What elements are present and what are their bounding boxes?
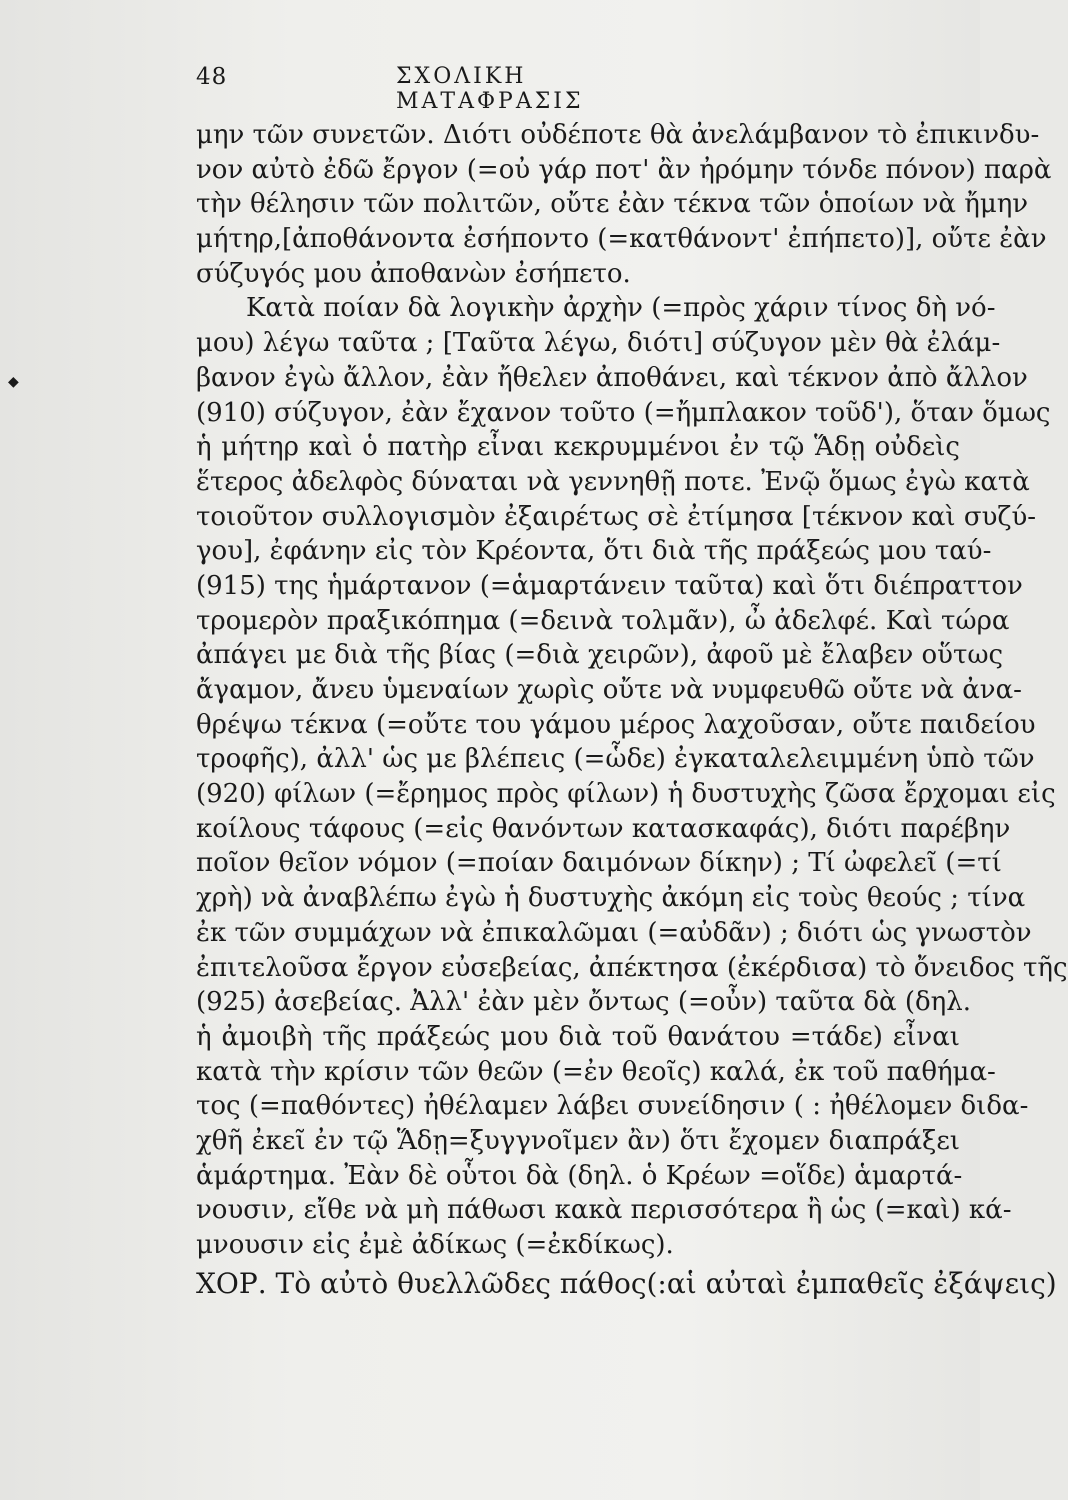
text-line: ποῖον θεῖον νόμον (=ποίαν δαιμόνων δίκην) ; Τί ὠφελεῖ (=τί — [196, 848, 1002, 879]
text-line: χρὴ) νὰ ἀναβλέπω ἐγὼ ἡ δυστυχὴς ἀκόμη εἰς τοὺς θεούς ; τίνα — [196, 883, 1026, 914]
text-line: σύζυγός μου ἀποθανὼν ἐσήπετο. — [196, 258, 631, 289]
text-line: (915) της ἡμάρτανον (=ἁμαρτάνειν ταῦτα) καὶ ὅτι διέπραττον — [196, 570, 1023, 601]
text-line: ἡ μήτηρ καὶ ὁ πατὴρ εἶναι κεκρυμμένοι ἐν τῷ Ἅδῃ οὐδεὶς — [196, 432, 960, 463]
page-header — [196, 58, 716, 114]
text-line: (920) φίλων (=ἔρημος πρὸς φίλων) ἡ δυστυχὴς ζῶσα ἔρχομαι εἰς — [196, 779, 1056, 810]
text-line: γου], ἐφάνην εἰς τὸν Κρέοντα, ὅτι διὰ τῆς πράξεώς μου ταύ- — [196, 536, 992, 567]
text-line: ἐπιτελοῦσα ἔργον εὐσεβείας, ἀπέκτησα (ἐκέρδισα) τὸ ὄνειδος τῆς — [196, 952, 1068, 983]
text-line: βανον ἐγὼ ἄλλον, ἐὰν ἤθελεν ἀποθάνει, καὶ τέκνον ἀπὸ ἄλλον — [196, 362, 1028, 393]
text-line: τος (=παθόντες) ἠθέλαμεν λάβει συνείδησιν ( : ἠθέλομεν διδα- — [196, 1091, 1029, 1122]
text-line: (925) ἀσεβείας. Ἀλλ' ἐὰν μὲν ὄντως (=οὖν) ταῦτα δὰ (δηλ. — [196, 987, 971, 1018]
text-line: κατὰ τὴν κρίσιν τῶν θεῶν (=ἐν θεοῖς) καλά, ἐκ τοῦ παθήμα- — [196, 1056, 996, 1087]
page-number: 48 — [196, 64, 228, 90]
text-line: μνουσιν εἰς ἐμὲ ἀδίκως (=ἐκδίκως). — [196, 1230, 674, 1260]
running-title: ΣΧΟΛΙΚΗ ΜΑΤΑΦΡΑΣΙΣ — [396, 64, 584, 114]
body-text — [196, 118, 1068, 1301]
text-line: νουσιν, εἴθε νὰ μὴ πάθωσι κακὰ περισσότερα ἢ ὡς (=καὶ) κά- — [196, 1195, 1012, 1226]
text-line: ἀπάγει με διὰ τῆς βίας (=διὰ χειρῶν), ἀφοῦ μὲ ἔλαβεν οὕτως — [196, 640, 1004, 671]
text-line: κοίλους τάφους (=εἰς θανόντων κατασκαφάς), διότι παρέβην — [196, 813, 1011, 844]
text-line: θρέψω τέκνα (=οὔτε του γάμου μέρος λαχοῦσαν, οὔτε παιδείου — [196, 709, 1036, 740]
text-line: μην τῶν συνετῶν. Διότι οὐδέποτε θὰ ἀνελάμβανον τὸ ἐπικινδυ- — [196, 120, 1040, 150]
text-line: χθῆ ἐκεῖ ἐν τῷ Ἅδῃ=ξυγγνοῖμεν ἂν) ὅτι ἔχομεν διαπράξει — [196, 1125, 960, 1156]
text-line: νον αὐτὸ ἐδῶ ἔργον (=οὐ γάρ ποτ' ἂν ἠρόμην τόνδε πόνον) παρὰ — [196, 154, 1052, 185]
text-line: ἁμάρτημα. Ἐὰν δὲ οὗτοι δὰ (δηλ. ὁ Κρέων =οἵδε) ἁμαρτά- — [196, 1160, 963, 1191]
chorus-line: ΧΟΡ. Τὸ αὐτὸ θυελλῶδες πάθος(:αἱ αὐταὶ ἐμπαθεῖς ἐξάψεις) — [196, 1266, 1057, 1300]
text-line: τροφῆς), ἀλλ' ὡς με βλέπεις (=ὧδε) ἐγκαταλελειμμένη ὑπὸ τῶν — [196, 744, 1035, 775]
text-line: τὴν θέλησιν τῶν πολιτῶν, οὔτε ἐὰν τέκνα τῶν ὁποίων νὰ ἤμην — [196, 189, 1029, 220]
text-line: ἐκ τῶν συμμάχων νὰ ἐπικαλῶμαι (=αὐδᾶν) ; διότι ὡς γνωστὸν — [196, 917, 1032, 948]
text-line: ἡ ἀμοιβὴ τῆς πράξεώς μου διὰ τοῦ θανάτου =τάδε) εἶναι — [196, 1021, 960, 1052]
text-line: μου) λέγω ταῦτα ; [Ταῦτα λέγω, διότι] σύζυγον μὲν θὰ ἐλάμ- — [196, 328, 1001, 359]
text-line: Κατὰ ποίαν δὰ λογικὴν ἀρχὴν (=πρὸς χάριν τίνος δὴ νό- — [246, 293, 996, 324]
margin-mark: ◆ — [8, 374, 19, 390]
text-line: ἄγαμον, ἄνευ ὑμεναίων χωρὶς οὔτε νὰ νυμφευθῶ οὔτε νὰ ἀνα- — [196, 675, 1022, 705]
text-line: μήτηρ,[ἀποθάνοντα ἐσήποντο (=κατθάνοντ' ἐπήπετο)], οὔτε ἐὰν — [196, 224, 1047, 255]
text-line: τοιοῦτον συλλογισμὸν ἐξαιρέτως σὲ ἐτίμησα [τέκνον καὶ συζύ- — [196, 501, 1037, 532]
text-line: τρομερὸν πραξικόπημα (=δεινὰ τολμᾶν), ὦ ἀδελφέ. Καὶ τώρα — [196, 605, 1010, 636]
text-line: ἕτερος ἀδελφὸς δύναται νὰ γεννηθῇ ποτε. Ἐνῷ ὅμως ἐγὼ κατὰ — [196, 466, 1030, 497]
text-line: (910) σύζυγον, ἐὰν ἔχανον τοῦτο (=ἤμπλακον τοῦδ'), ὅταν ὅμως — [196, 397, 1051, 428]
